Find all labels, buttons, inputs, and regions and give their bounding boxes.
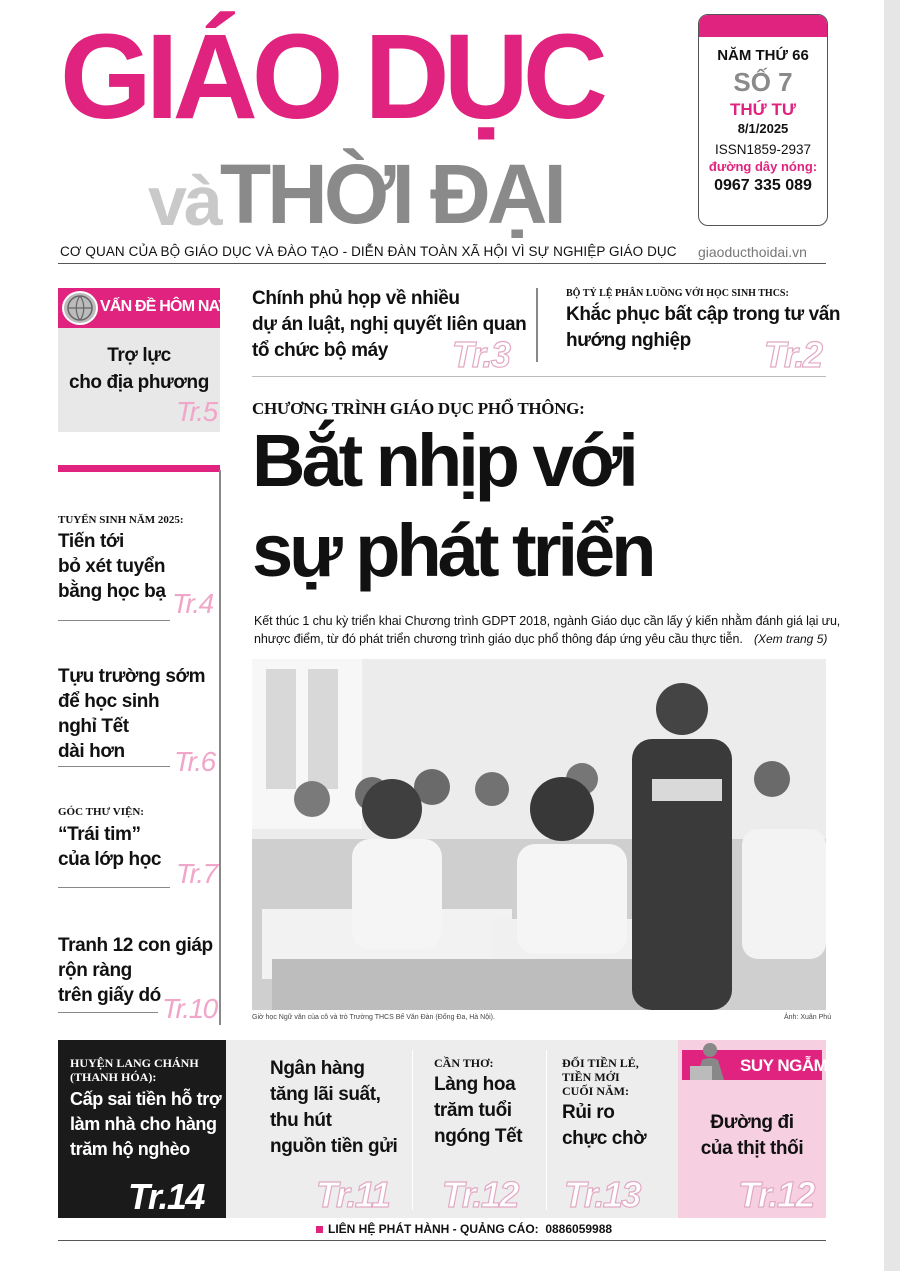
- bottom-story-1[interactable]: [58, 1040, 226, 1218]
- b1-kicker-1: HUYỆN LANG CHÁNH: [70, 1056, 199, 1070]
- top-stories-rule: [252, 376, 826, 377]
- hotline-label: đường dây nóng:: [708, 159, 818, 175]
- b2-page-ref: Tr.11: [316, 1174, 390, 1215]
- item2-line3[interactable]: nghỉ Tết: [58, 716, 129, 737]
- item1-kicker: TUYỂN SINH NĂM 2025:: [58, 514, 184, 526]
- item3-line1[interactable]: “Trái tim”: [58, 824, 141, 845]
- lead-headline-1[interactable]: Bắt nhịp với: [252, 419, 635, 502]
- lead-see-page[interactable]: (Xem trang 5): [754, 632, 828, 646]
- bottom-story-5[interactable]: [678, 1040, 826, 1218]
- lead-summary-1: Kết thúc 1 chu kỳ triển khai Chương trình GDPT 2018, ngành Giáo dục cần lấy ý kiến nhằm đánh giá lại ưu,: [254, 614, 841, 628]
- page-edge: [884, 0, 900, 1271]
- item4-line3[interactable]: trên giấy dó: [58, 985, 161, 1006]
- story-a-page-ref: Tr.3: [452, 334, 510, 375]
- b2-line3[interactable]: thu hút: [270, 1110, 332, 1131]
- story-b-line1[interactable]: Khắc phục bất cập trong tư vấn: [566, 304, 841, 325]
- footer-contact[interactable]: LIÊN HỆ PHÁT HÀNH - QUẢNG CÁO: 0886059988: [328, 1222, 613, 1236]
- b1-kicker-2: (THANH HÓA):: [70, 1070, 157, 1084]
- reading-person-icon: [686, 1040, 736, 1089]
- story-b-page-ref: Tr.2: [764, 334, 822, 375]
- item4-page-ref: Tr.10: [162, 993, 217, 1024]
- footer-rule: [58, 1240, 826, 1241]
- issue-date: 8/1/2025: [737, 120, 789, 136]
- b1-page-ref: Tr.14: [128, 1176, 204, 1217]
- today-headline-1[interactable]: Trợ lực: [107, 345, 171, 366]
- today-headline-2[interactable]: cho địa phương: [69, 372, 209, 393]
- b4-kicker-3: CUỐI NĂM:: [562, 1084, 629, 1098]
- website-link[interactable]: giaoducthoidai.vn: [698, 244, 807, 260]
- photo-caption: Giờ học Ngữ văn của cô và trò Trường THCS Bế Văn Đàn (Đống Đa, Hà Nội).: [252, 1014, 495, 1021]
- b4-page-ref: Tr.13: [564, 1174, 640, 1215]
- item1-page-ref: Tr.4: [172, 588, 213, 619]
- item2-line1[interactable]: Tựu trường sớm: [58, 666, 206, 687]
- item1-line3[interactable]: bằng học bạ: [58, 581, 166, 602]
- b5-line1: Đường đi: [710, 1112, 794, 1133]
- b3-line3[interactable]: ngóng Tết: [434, 1126, 523, 1147]
- photo-credit: Ảnh: Xuân Phú: [784, 1014, 832, 1021]
- lead-kicker: CHƯƠNG TRÌNH GIÁO DỤC PHỔ THÔNG:: [252, 399, 585, 418]
- globe-icon: [62, 291, 98, 325]
- lead-headline-2[interactable]: sự phát triển: [252, 509, 653, 592]
- masthead-logo-thoidai: THỜI ĐẠI: [219, 147, 563, 241]
- item3-rule: [58, 887, 170, 888]
- story-a-line2[interactable]: dự án luật, nghị quyết liên quan: [252, 314, 527, 335]
- item1-rule: [58, 620, 170, 621]
- b1-line1: Cấp sai tiền hỗ trợ: [70, 1089, 222, 1109]
- b3-line2[interactable]: trăm tuổi: [434, 1100, 512, 1121]
- item1-line1[interactable]: Tiến tới: [58, 531, 124, 552]
- item2-line4[interactable]: dài hơn: [58, 741, 125, 762]
- story-a-line3[interactable]: tổ chức bộ máy: [252, 340, 388, 361]
- b2-line1[interactable]: Ngân hàng: [270, 1058, 365, 1079]
- item2-rule: [58, 766, 170, 767]
- lead-photo: [252, 659, 826, 1010]
- b5-page-ref: Tr.12: [738, 1174, 814, 1215]
- issue-year: NĂM THỨ 66: [717, 47, 809, 64]
- top-stories-divider: [536, 288, 538, 362]
- masthead-logo-bottom: [148, 147, 563, 241]
- left-column-divider: [219, 470, 221, 1025]
- today-issue-label: VẤN ĐỀ HÔM NAY: [100, 298, 228, 315]
- b2-divider: [412, 1050, 413, 1210]
- b4-kicker-2: TIỀN MỚI: [562, 1070, 620, 1084]
- b4-kicker-1: ĐỔI TIỀN LẺ,: [562, 1056, 639, 1070]
- hotline-number: 0967 335 089: [714, 176, 812, 194]
- left-pink-rule: [58, 465, 220, 472]
- today-page-ref: Tr.5: [176, 396, 217, 427]
- item3-page-ref: Tr.7: [176, 858, 217, 889]
- b3-page-ref: Tr.12: [442, 1174, 518, 1215]
- story-b-kicker: BỘ TỶ LỆ PHÂN LUỒNG VỚI HỌC SINH THCS:: [566, 288, 789, 299]
- issue-issn: ISSN1859-2937: [714, 142, 812, 158]
- story-b-line2[interactable]: hướng nghiệp: [566, 330, 691, 351]
- b1-line2: làm nhà cho hàng: [70, 1114, 217, 1134]
- b3-divider: [546, 1050, 547, 1210]
- b3-line1[interactable]: Làng hoa: [434, 1074, 516, 1095]
- b2-line4[interactable]: nguồn tiền gửi: [270, 1136, 398, 1157]
- issue-info-bar: [699, 15, 827, 37]
- b3-kicker: CẦN THƠ:: [434, 1056, 494, 1070]
- item2-page-ref: Tr.6: [174, 746, 215, 777]
- item4-line2[interactable]: rộn ràng: [58, 960, 132, 981]
- footer-bullet: [316, 1226, 323, 1233]
- issue-info-box: [698, 14, 828, 226]
- tagline: CƠ QUAN CỦA BỘ GIÁO DỤC VÀ ĐÀO TẠO - DIỄN ĐÀN TOÀN XÃ HỘI VÌ SỰ NGHIỆP GIÁO DỤC: [60, 244, 677, 259]
- story-a-line1[interactable]: Chính phủ họp về nhiều: [252, 288, 460, 309]
- issue-number: SỐ 7: [733, 67, 793, 97]
- item2-line2[interactable]: để học sinh: [58, 691, 160, 712]
- item3-kicker: GÓC THƯ VIỆN:: [58, 806, 144, 818]
- masthead-logo-top: GIÁO DỤC: [60, 9, 602, 145]
- b2-line2[interactable]: tăng lãi suất,: [270, 1084, 381, 1105]
- b4-line1[interactable]: Rủi ro: [562, 1102, 615, 1123]
- item3-line2[interactable]: của lớp học: [58, 849, 162, 870]
- item4-line1[interactable]: Tranh 12 con giáp: [58, 935, 213, 956]
- b4-line2[interactable]: chực chờ: [562, 1128, 647, 1149]
- b1-line3: trăm hộ nghèo: [70, 1139, 190, 1159]
- b5-line2: của thịt thối: [700, 1138, 804, 1159]
- issue-weekday: THỨ TƯ: [730, 100, 796, 120]
- item1-line2[interactable]: bỏ xét tuyển: [58, 556, 166, 577]
- b5-label: SUY NGẪM: [740, 1056, 828, 1075]
- item4-rule: [58, 1012, 158, 1013]
- masthead-logo-va: và: [148, 162, 220, 240]
- lead-summary-2: nhược điểm, từ đó phát triển chương trình giáo dục phổ thông đáp ứng yêu cầu thực tiễn.: [254, 632, 743, 646]
